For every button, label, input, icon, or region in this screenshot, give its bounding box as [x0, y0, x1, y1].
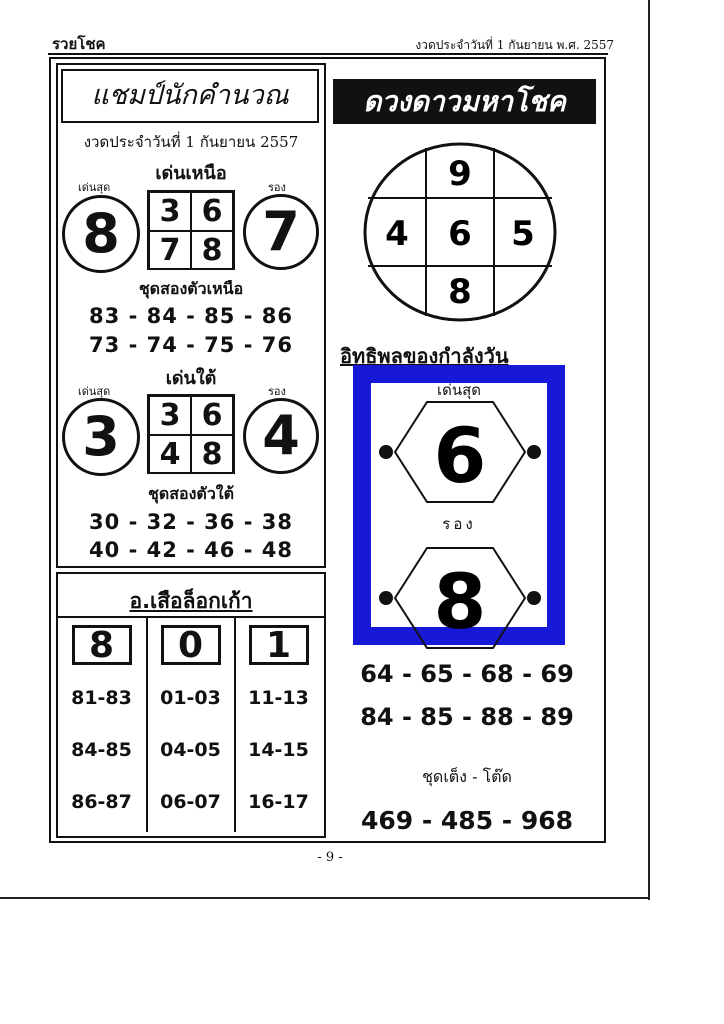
south-grid-cell: 4: [149, 435, 191, 474]
tiger-range: 84-85: [71, 739, 132, 761]
tiger-digit: 8: [72, 625, 132, 665]
tiger-range: 04-05: [160, 739, 221, 761]
wheel-right-digit: 5: [511, 214, 535, 254]
tiger-range: 11-13: [248, 687, 309, 709]
north-second-label: รอง: [268, 181, 286, 194]
north-grid-cell: 8: [191, 231, 233, 270]
page-edge: [648, 0, 650, 900]
set-line: 469 - 485 - 968: [360, 806, 574, 835]
north-second-digit: 7: [243, 194, 319, 270]
tiger-digit: 1: [249, 625, 309, 665]
south-second-label: รอง: [268, 385, 286, 398]
power-best-label: เด่นสุด: [436, 381, 482, 399]
tiger-digit: 0: [161, 625, 221, 665]
wheel-top-digit: 9: [448, 154, 472, 194]
champion-title: แชมป์นักคำนวณ: [61, 69, 319, 123]
north-pairs-line: 73 - 74 - 75 - 76: [89, 333, 293, 357]
best-hexagon: [375, 400, 545, 504]
wheel-bottom-digit: 8: [448, 272, 472, 312]
power-second-digit: 8: [433, 557, 487, 646]
south-pairs-heading: ชุดสองตัวใต้: [147, 484, 234, 503]
power-heading: อิทธิพลของกำลังวัน: [340, 344, 509, 368]
north-heading: เด่นเหนือ: [155, 163, 227, 184]
brand-name: รวยโชค: [52, 35, 106, 53]
south-second-digit: 4: [243, 398, 319, 474]
number-wheel: [360, 140, 560, 324]
wheel-left-digit: 4: [385, 214, 409, 254]
north-digit-grid: [147, 190, 235, 270]
power-best-digit: 6: [433, 411, 487, 500]
tiger-heading: อ.เสือล็อกเก้า: [129, 589, 253, 613]
page-bottom-edge: [0, 897, 650, 899]
tiger-range: 81-83: [71, 687, 132, 709]
tiger-range: 86-87: [71, 791, 132, 813]
page-number: - 9 -: [317, 850, 343, 865]
north-grid-cell: 3: [149, 192, 191, 231]
south-pairs-line: 40 - 42 - 46 - 48: [89, 538, 293, 562]
north-best-digit: 8: [62, 195, 140, 273]
lucky-stars-banner: ดวงดาวมหาโชค: [333, 79, 596, 124]
wheel-center-digit: 6: [448, 214, 472, 254]
south-grid-cell: 6: [191, 396, 233, 435]
north-grid-cell: 7: [149, 231, 191, 270]
tiger-range: 16-17: [248, 791, 309, 813]
tiger-column: [58, 617, 145, 832]
second-hexagon: [375, 546, 545, 650]
south-best-digit: 3: [62, 398, 140, 476]
right-pairs-line: 64 - 65 - 68 - 69: [360, 660, 574, 688]
south-digit-grid: [147, 394, 235, 474]
north-pairs-line: 83 - 84 - 85 - 86: [89, 304, 293, 328]
header-date: งวดประจำวันที่ 1 กันยายน พ.ศ. 2557: [415, 38, 614, 52]
right-pairs-line: 84 - 85 - 88 - 89: [360, 703, 574, 731]
south-pairs-line: 30 - 32 - 36 - 38: [89, 510, 293, 534]
south-best-label: เด่นสุด: [78, 385, 111, 398]
tiger-column: [146, 617, 233, 832]
draw-date: งวดประจำวันที่ 1 กันยายน 2557: [83, 133, 299, 151]
power-second-label: รอง: [442, 515, 476, 533]
south-heading: เด่นใต้: [165, 368, 217, 389]
header-rule: [48, 53, 608, 55]
set-heading: ชุดเต็ง - โต๊ด: [422, 767, 512, 786]
south-grid-cell: 3: [149, 396, 191, 435]
south-grid-cell: 8: [191, 435, 233, 474]
tiger-range: 01-03: [160, 687, 221, 709]
north-grid-cell: 6: [191, 192, 233, 231]
north-pairs-heading: ชุดสองตัวเหนือ: [138, 279, 244, 298]
tiger-range: 06-07: [160, 791, 221, 813]
tiger-range: 14-15: [248, 739, 309, 761]
tiger-column: [234, 617, 321, 832]
north-best-label: เด่นสุด: [78, 181, 111, 194]
